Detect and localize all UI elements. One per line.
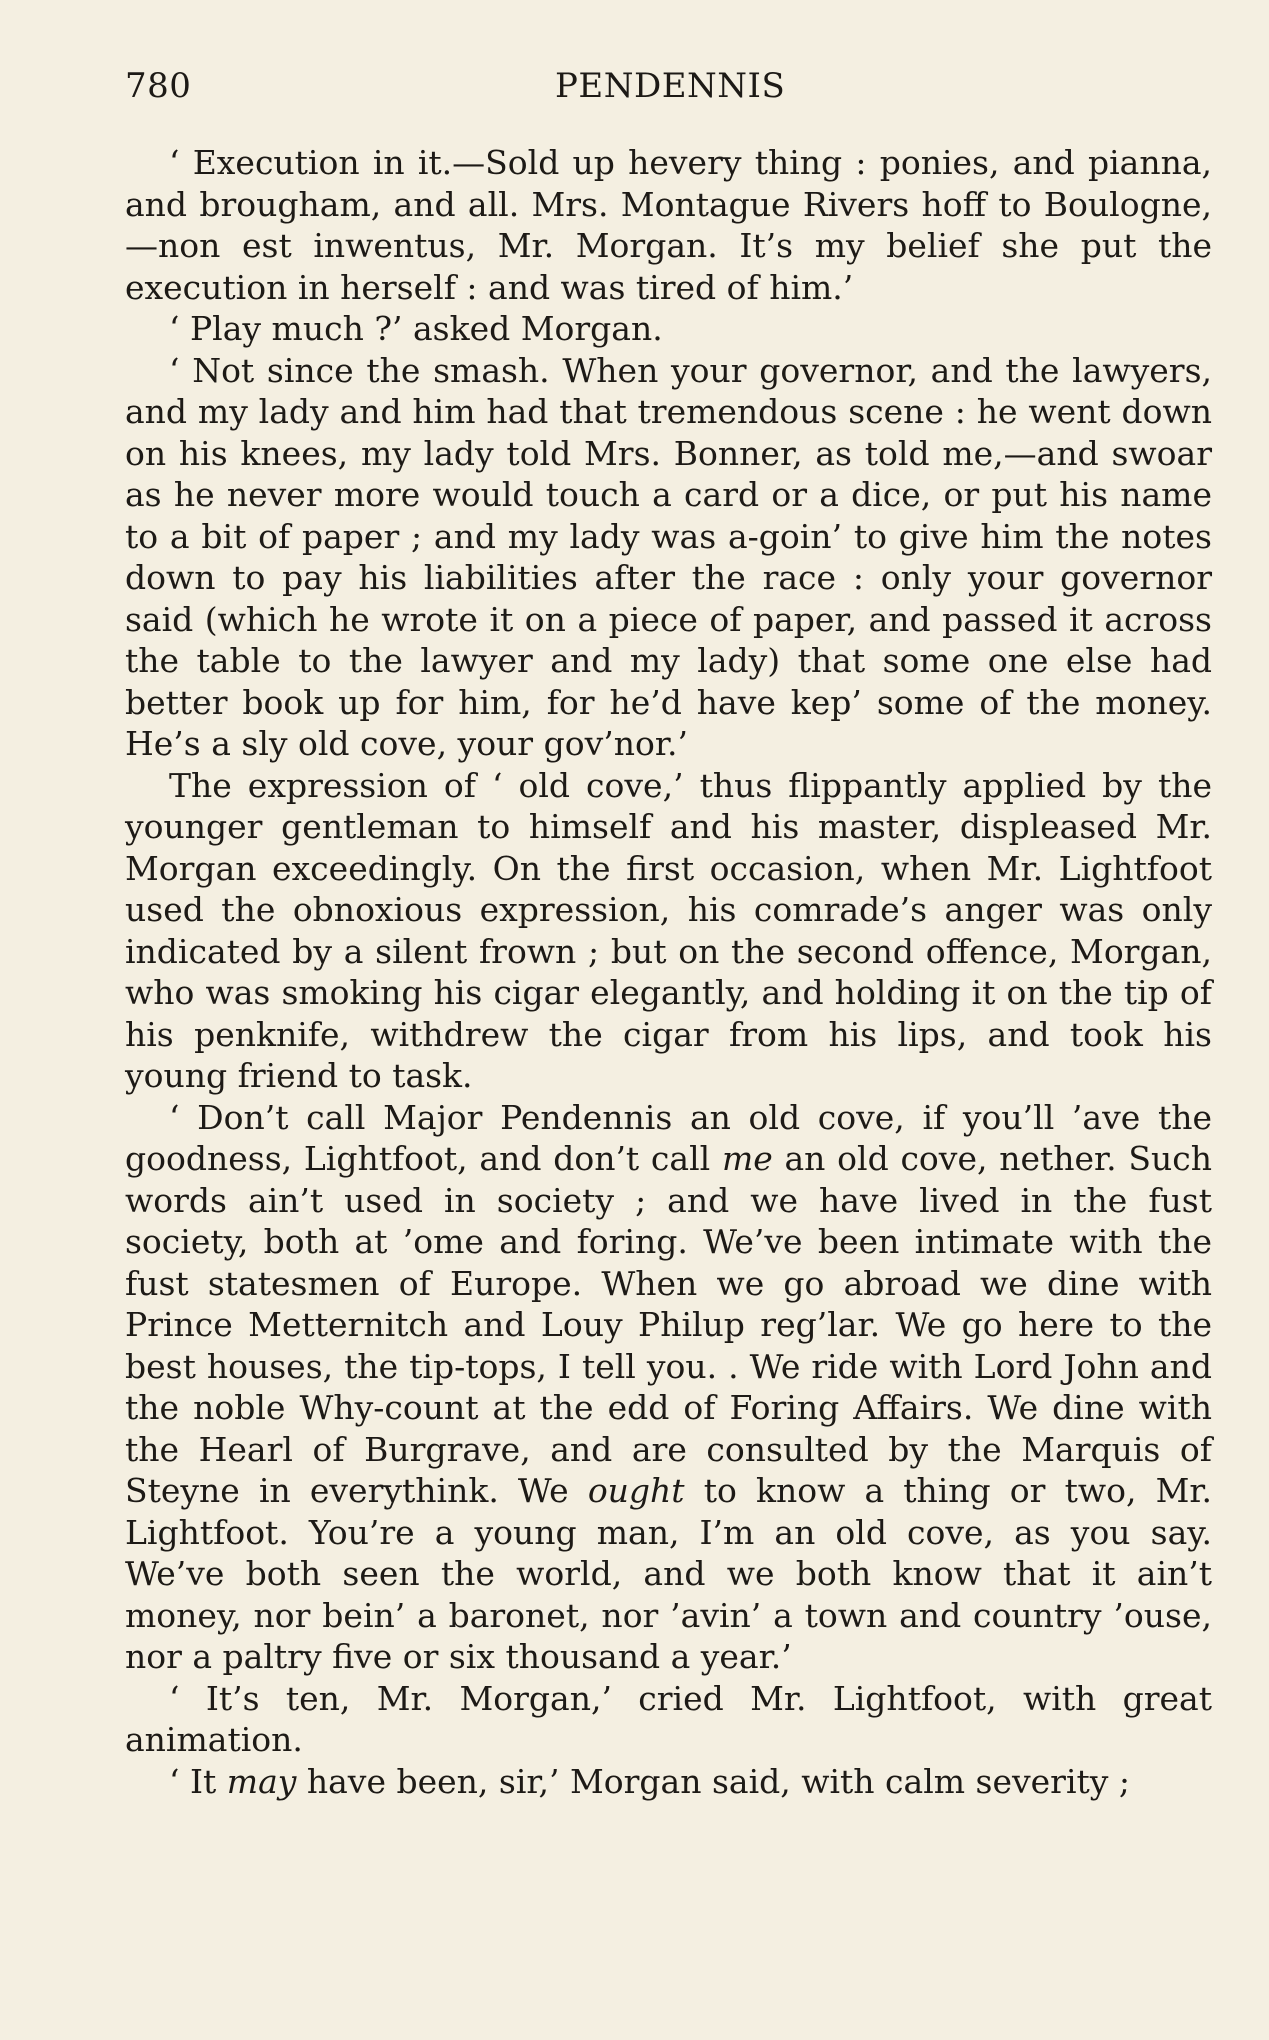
paragraph-dont-call-major: ‘ Don’t call Major Pendennis an old cove, if you’ll ’ave the goodness, Lightfoot, and don’t call me an old cove, nether. Such words ain’t used in society ; and we have lived in the fust society, both at ’ome and foring. We’ve been intimate with the fust statesmen of Europe. When we go abroad we dine with Prince Metternitch and Louy Philup reg’lar. We go here to the best houses, the tip-tops, I tell you. . We ride with Lord John and the noble Why-count at the edd of Foring Affairs. We dine with the Hearl of Burgrave, and are consulted by the Marquis of Steyne in everythink. We ought to know a thing or two, Mr. Lightfoot. You’re a young man, I’m an old cove, as you say. We’ve both seen the world, and we both know that it ain’t money, nor bein’ a baronet, nor ’avin’ a town and country ’ouse, nor a paltry five or six thousand a year.’: [125, 1097, 1212, 1676]
italic-ought: ought: [587, 1471, 685, 1510]
italic-me: me: [721, 1139, 773, 1178]
running-head: [125, 66, 1212, 116]
paragraph-old-cove-expression: The expression of ‘ old cove,’ thus flippantly applied by the younger gentleman to himself and his master, displeased Mr. Morgan exceedingly. On the first occasion, when Mr. Lightfoot used the obnoxious expression, his comrade’s anger was only indicated by a silent frown ; but on the second offence, Morgan, who was smoking his cigar elegantly, and holding it on the tip of his penknife, withdrew the cigar from his lips, and took his young friend to task.: [125, 765, 1212, 1095]
page-number: 780: [125, 66, 192, 106]
paragraph-execution: ‘ Execution in it.—Sold up hevery thing : ponies, and pianna, and brougham, and all. Mrs. Montague Rivers hoff to Boulogne,—non est inwentus, Mr. Morgan. It’s my belief she put the execution in herself : and was tired of him.’: [125, 143, 1212, 307]
paragraph-its-ten: ‘ It’s ten, Mr. Morgan,’ cried Mr. Lightfoot, with great animation.: [125, 1678, 1212, 1759]
paragraph-play-much: ‘ Play much ?’ asked Morgan.: [169, 309, 663, 348]
italic-may: may: [226, 1761, 297, 1801]
paragraph-it-may-have-been: ‘ It may have been, sir,’ Morgan said, with calm severity ;: [169, 1761, 1131, 1801]
body-text: [125, 142, 1212, 1802]
paragraph-not-since-smash: ‘ Not since the smash. When your governor, and the lawyers, and my lady and him had that tremendous scene : he went down on his knees, my lady told Mrs. Bonner, as told me,—and swoar as he never more would touch a card or a dice, or put his name to a bit of paper ; and my lady was a-goin’ to give him the notes down to pay his liabilities after the race : only your governor said (which he wrote it on a piece of paper, and passed it across the table to the lawyer and my lady) that some one else had better book up for him, for he’d have kep’ some of the money. He’s a sly old cove, your gov’nor.’: [125, 350, 1212, 763]
running-title: PENDENNIS: [555, 66, 786, 106]
